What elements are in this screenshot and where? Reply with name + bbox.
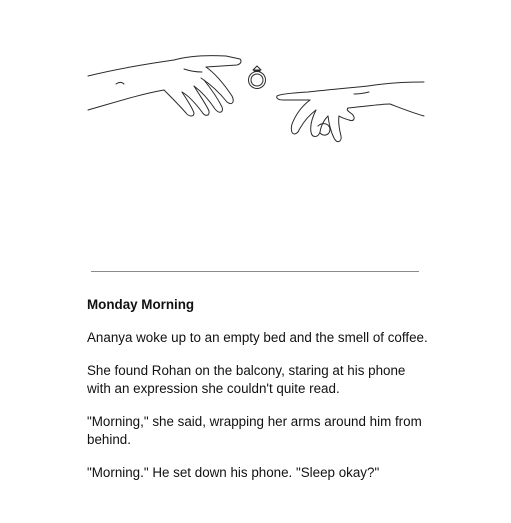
chapter-text xyxy=(87,296,432,497)
paragraph: She found Rohan on the balcony, staring at his phone with an expression she couldn't quite read. xyxy=(87,363,406,396)
hands-reaching-with-ring-icon xyxy=(86,14,426,254)
section-divider xyxy=(91,271,419,272)
chapter-title: Monday Morning xyxy=(87,297,195,312)
paragraph: "Morning." He set down his phone. "Sleep okay?" xyxy=(87,465,380,480)
hands-ring-illustration xyxy=(86,14,426,254)
paragraph: Ananya woke up to an empty bed and the smell of coffee. xyxy=(87,330,428,345)
paragraph: "Morning," she said, wrapping her arms around him from behind. xyxy=(87,414,422,447)
